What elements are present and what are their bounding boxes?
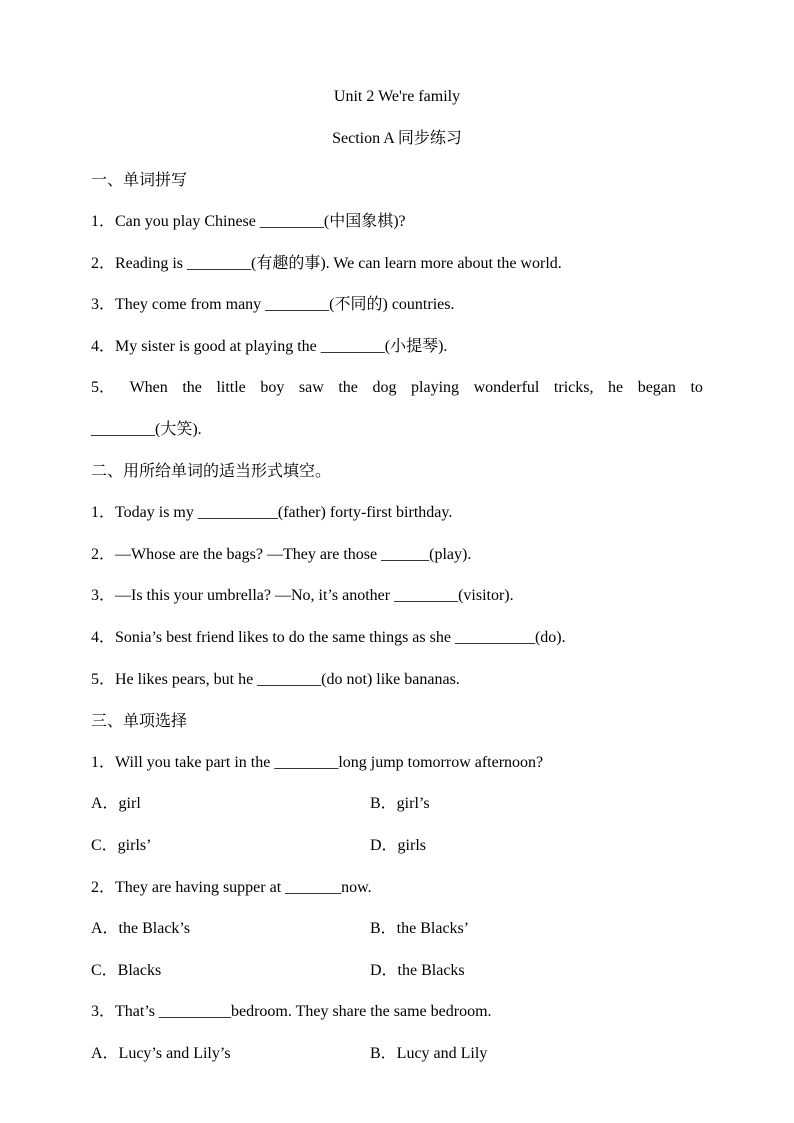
option-b: B．girl’s [370, 795, 430, 812]
question-word: playing [411, 379, 460, 396]
section-heading-word-forms: 二、用所给单词的适当形式填空。 [91, 461, 332, 480]
question-word: When [129, 379, 168, 396]
question-word: the [338, 379, 358, 396]
option-d: D．girls [370, 837, 427, 854]
question-word: dog [372, 379, 397, 396]
question-stem: 1．Will you take part in the ________long jump tomorrow afternoon? [91, 754, 544, 771]
question-item: 3．—Is this your umbrella? —No, it’s another ________(visitor). [91, 587, 514, 604]
question-item: 2．Reading is ________(有趣的事). We can learn more about the world. [91, 255, 562, 272]
question-word: the [182, 379, 202, 396]
question-item: 1．Can you play Chinese ________(中国象棋)? [91, 213, 406, 230]
question-item: 2．—Whose are the bags? —They are those ______(play). [91, 546, 472, 563]
question-word: he [608, 379, 624, 396]
option-c: C．girls’ [91, 837, 152, 854]
question-item: 4．Sonia’s best friend likes to do the same things as she __________(do). [91, 629, 566, 646]
question-word: began [637, 379, 676, 396]
question-word: little [216, 379, 246, 396]
question-word: saw [298, 379, 324, 396]
option-a: A．the Black’s [91, 920, 191, 937]
question-word: wonderful [473, 379, 540, 396]
section-heading-multiple-choice: 三、单项选择 [91, 711, 188, 730]
section-heading-spelling: 一、单词拼写 [91, 170, 188, 189]
option-c: C．Blacks [91, 962, 162, 979]
question-item: 5．He likes pears, but he ________(do not) like bananas. [91, 671, 460, 688]
question-word: tricks, [553, 379, 594, 396]
question-item-continuation: ________(大笑). [91, 421, 202, 438]
question-word: 5． [91, 379, 116, 396]
question-stem: 2．They are having supper at _______now. [91, 879, 372, 896]
question-item: 1．Today is my __________(father) forty-first birthday. [91, 504, 453, 521]
question-word: to [690, 379, 703, 396]
option-a: A．Lucy’s and Lily’s [91, 1045, 231, 1062]
page-title: Unit 2 We're family [333, 88, 461, 105]
question-item-justified [91, 378, 703, 398]
question-word: boy [260, 379, 285, 396]
option-d: D．the Blacks [370, 962, 465, 979]
question-item: 4．My sister is good at playing the ________(小提琴). [91, 338, 448, 355]
option-b: B．Lucy and Lily [370, 1045, 488, 1062]
question-item: 3．They come from many ________(不同的) countries. [91, 296, 455, 313]
question-stem: 3．That’s _________bedroom. They share the same bedroom. [91, 1003, 492, 1020]
option-b: B．the Blacks’ [370, 920, 470, 937]
page-subtitle: Section A 同步练习 [332, 130, 462, 147]
option-a: A．girl [91, 795, 141, 812]
